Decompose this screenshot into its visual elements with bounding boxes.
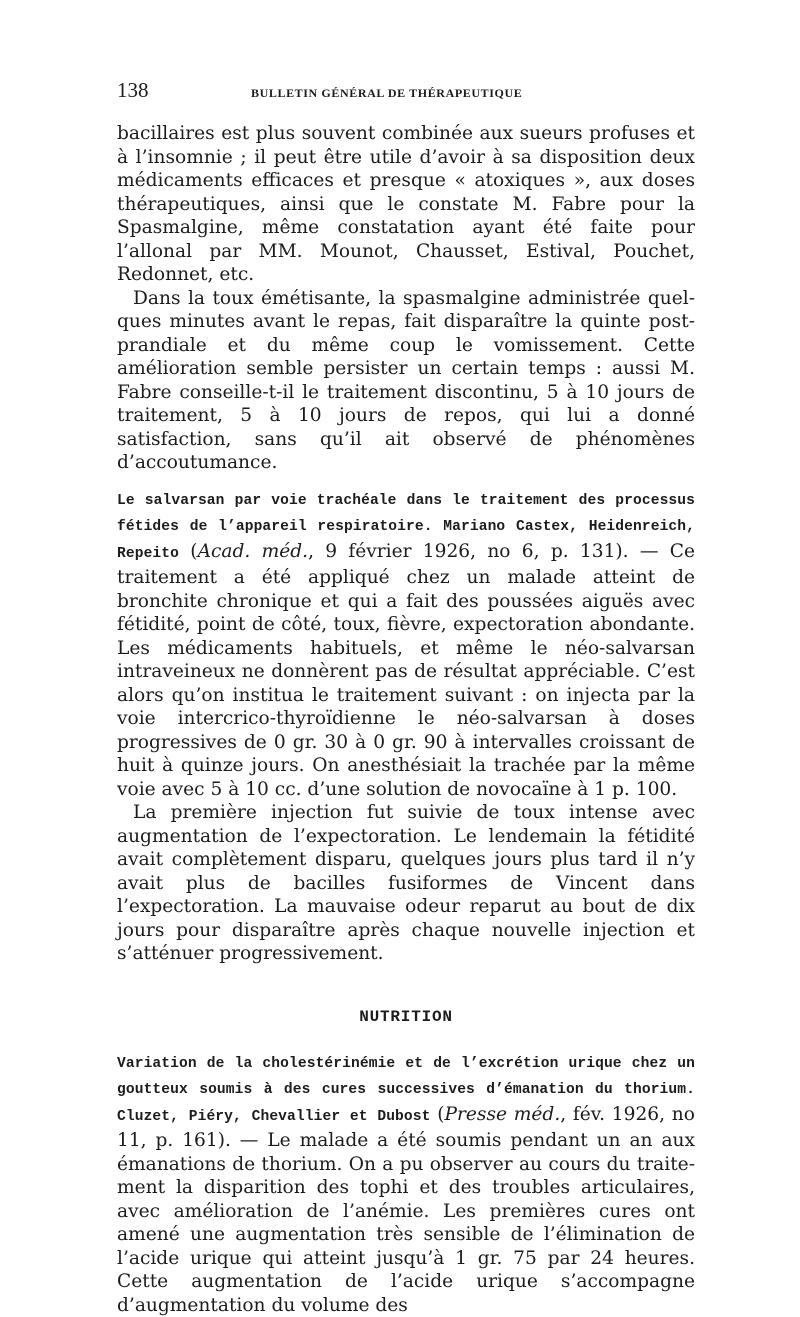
abstract-entry-salvarsan xyxy=(117,487,695,802)
entry-title: Variation de la cholestérinémie et de l’excrétion urique chez un goutteux soumis à des cures successives d’émanation du thorium. Cluzet, Piéry, Chevallier et Dubost xyxy=(117,1056,695,1125)
entry-body: , 9 février 1926, no 6, p. 131). — Ce traitement a été appliqué chez un malade atteint de bronchite chronique et qui a fait des poussées aiguës avec fétidité, point de côté, toux, fièvre, expectoration abondante. Les médicaments habituels, et même le néo-salvarsan intraveineux ne donnèrent pas de résultat appréciable. C’est alors qu’on institua le traitement suivant : on injecta par la voie intercrico-thyroïdienne le néo-salvarsan à doses progressives de 0 gr. 30 à 0 gr. 90 à intervalles croissant de huit à quinze jours. On anesthésiait la trachée par la même voie avec 5 à 10 cc. d’une solution de novocaïne à 1 p. 100. xyxy=(117,541,695,800)
entry-body: , fév. 1926, no 11, p. 161). — Le malade a été soumis pendant un an aux émanations de thorium. On a pu observer au cours du traitement la disparition des tophi et des troubles articulaires, avec amélioration de l’anémie. Les premières cures ont amené une augmentation très sensible de l’élimination de l’acide urique qui atteint jusqu’à 1 gr. 75 par 24 heures. Cette augmentation de l’acide urique s’accompagne d’augmentation du volume des xyxy=(117,1104,695,1316)
running-title: BULLETIN GÉNÉRAL DE THÉRAPEUTIQUE xyxy=(251,86,522,101)
paragraph-spasmalgine: Dans la toux émétisante, la spasmalgine administrée quelques minutes avant le repas, fait disparaître la quinte postprandiale et du même coup le vomissement. Cette amélioration semble persister un certain temps : aussi M. Fabre conseille-t-il le traitement discontinu, 5 à 10 jours de traitement, 5 à 10 jours de repos, qui lui a donné satisfaction, sans qu’il ait observé de phénomènes d’accoutumance. xyxy=(117,287,695,475)
source-journal: Acad. méd. xyxy=(198,541,308,562)
section-heading: NUTRITION xyxy=(117,1008,695,1026)
paragraph-continuation: bacillaires est plus souvent combinée aux sueurs profuses et à l’insomnie ; il peut être utile d’avoir à sa disposition deux médicaments efficaces et presque « atoxiques », aux doses thérapeutiques, ainsi que le constate M. Fabre pour la Spasmalgine, même constatation ayant été faite pour l’allonal par MM. Mounot, Chausset, Estival, Pouchet, Redonnet, etc. xyxy=(117,122,695,287)
source-journal: Presse méd. xyxy=(445,1104,561,1125)
source-open: ( xyxy=(430,1104,444,1125)
source-open: ( xyxy=(179,541,198,562)
paragraph-first-injection: La première injection fut suivie de toux intense avec augmentation de l’expectoration. Le lendemain la fétidité avait complètement disparu, quelques jours plus tard il n’y avait plus de bacilles fusiformes de Vincent dans l’expectoration. La mauvaise odeur reparut au bout de dix jours pour disparaître après chaque nouvelle injection et s’atténuer progressivement. xyxy=(117,801,695,966)
document-page xyxy=(117,78,695,1317)
abstract-entry-cholesterinemie xyxy=(117,1050,695,1317)
page-number: 138 xyxy=(117,78,227,103)
page-header xyxy=(117,78,695,108)
entry-title: Le salvarsan par voie trachéale dans le traitement des processus fétides de l’appareil respiratoire. Mariano Castex, Heidenreich, Repeito xyxy=(117,493,695,562)
